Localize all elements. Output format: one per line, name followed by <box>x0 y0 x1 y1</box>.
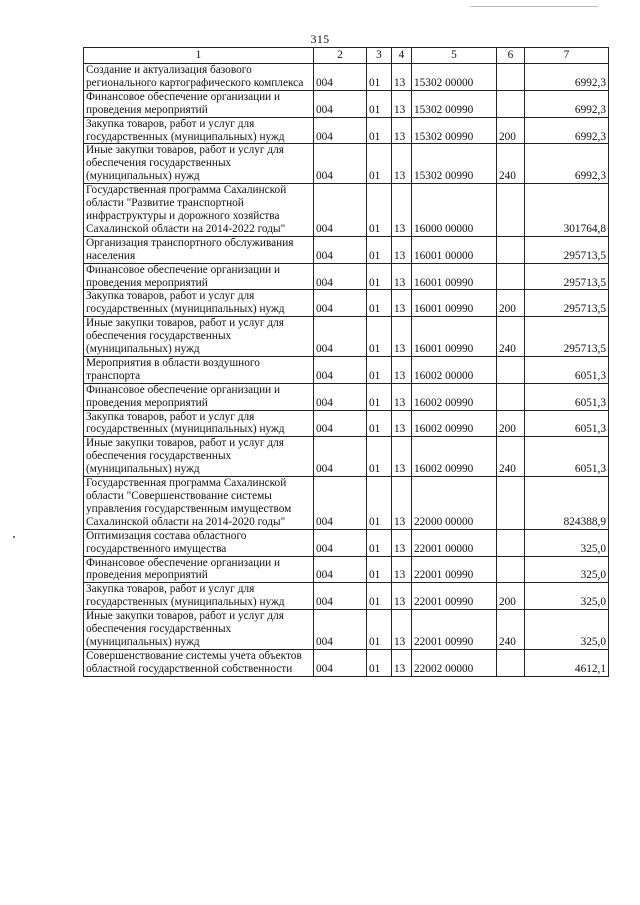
row-expense-type <box>497 356 525 383</box>
row-target-code: 16002 00990 <box>412 437 497 477</box>
row-amount: 4612,1 <box>525 649 609 676</box>
row-target-code: 22001 00990 <box>412 556 497 583</box>
table-row <box>84 477 609 530</box>
row-subsection-code: 13 <box>392 583 412 610</box>
row-section-code: 01 <box>367 437 392 477</box>
row-ministry-code: 004 <box>314 117 367 144</box>
row-section-code: 01 <box>367 583 392 610</box>
row-subsection-code: 13 <box>392 410 412 437</box>
row-subsection-code: 13 <box>392 90 412 117</box>
row-target-code: 16001 00990 <box>412 263 497 290</box>
row-name: Финансовое обеспечение организации и проведения мероприятий <box>84 383 314 410</box>
row-name: Совершенствование системы учета объектов областной государственной собственности <box>84 649 314 676</box>
row-ministry-code: 004 <box>314 290 367 317</box>
row-target-code: 16001 00990 <box>412 290 497 317</box>
row-name: Закупка товаров, работ и услуг для государственных (муниципальных) нужд <box>84 117 314 144</box>
row-subsection-code: 13 <box>392 317 412 357</box>
table-row <box>84 437 609 477</box>
row-expense-type: 240 <box>497 437 525 477</box>
row-ministry-code: 004 <box>314 383 367 410</box>
row-expense-type <box>497 263 525 290</box>
row-name: Иные закупки товаров, работ и услуг для обеспечения государственных (муниципальных) нужд <box>84 144 314 184</box>
row-name: Государственная программа Сахалинской области "Развитие транспортной инфраструктуры и дорожного хозяйства Сахалинской области на 2014-2022 годы" <box>84 184 314 237</box>
row-name: Закупка товаров, работ и услуг для государственных (муниципальных) нужд <box>84 290 314 317</box>
row-ministry-code: 004 <box>314 583 367 610</box>
row-expense-type <box>497 90 525 117</box>
row-amount: 6992,3 <box>525 144 609 184</box>
row-section-code: 01 <box>367 383 392 410</box>
row-ministry-code: 004 <box>314 610 367 650</box>
table-row <box>84 290 609 317</box>
row-expense-type <box>497 529 525 556</box>
row-amount: 325,0 <box>525 529 609 556</box>
table-row <box>84 236 609 263</box>
row-expense-type <box>497 236 525 263</box>
budget-table <box>83 47 609 677</box>
row-section-code: 01 <box>367 410 392 437</box>
row-section-code: 01 <box>367 356 392 383</box>
row-expense-type <box>497 184 525 237</box>
row-expense-type: 200 <box>497 290 525 317</box>
header-row <box>84 48 609 64</box>
row-target-code: 16001 00000 <box>412 236 497 263</box>
table-row <box>84 64 609 91</box>
row-expense-type: 240 <box>497 610 525 650</box>
row-ministry-code: 004 <box>314 410 367 437</box>
row-amount: 6992,3 <box>525 90 609 117</box>
row-ministry-code: 004 <box>314 90 367 117</box>
scan-speck <box>13 536 15 538</box>
row-expense-type <box>497 64 525 91</box>
row-target-code: 15302 00990 <box>412 144 497 184</box>
row-subsection-code: 13 <box>392 356 412 383</box>
row-subsection-code: 13 <box>392 556 412 583</box>
row-amount: 6051,3 <box>525 383 609 410</box>
table-row <box>84 356 609 383</box>
row-subsection-code: 13 <box>392 184 412 237</box>
row-name: Иные закупки товаров, работ и услуг для обеспечения государственных (муниципальных) нужд <box>84 610 314 650</box>
row-section-code: 01 <box>367 290 392 317</box>
row-section-code: 01 <box>367 236 392 263</box>
row-amount: 325,0 <box>525 610 609 650</box>
row-expense-type <box>497 477 525 530</box>
table-row <box>84 184 609 237</box>
row-target-code: 22001 00000 <box>412 529 497 556</box>
row-subsection-code: 13 <box>392 117 412 144</box>
row-section-code: 01 <box>367 610 392 650</box>
row-amount: 6051,3 <box>525 356 609 383</box>
row-amount: 295713,5 <box>525 263 609 290</box>
row-target-code: 16000 00000 <box>412 184 497 237</box>
row-subsection-code: 13 <box>392 236 412 263</box>
row-amount: 295713,5 <box>525 236 609 263</box>
table-row <box>84 144 609 184</box>
row-section-code: 01 <box>367 144 392 184</box>
row-amount: 6051,3 <box>525 437 609 477</box>
row-amount: 6992,3 <box>525 64 609 91</box>
row-ministry-code: 004 <box>314 64 367 91</box>
column-header-4: 4 <box>392 48 412 64</box>
row-amount: 295713,5 <box>525 290 609 317</box>
row-section-code: 01 <box>367 90 392 117</box>
row-subsection-code: 13 <box>392 290 412 317</box>
row-section-code: 01 <box>367 184 392 237</box>
row-ministry-code: 004 <box>314 437 367 477</box>
row-ministry-code: 004 <box>314 556 367 583</box>
row-name: Создание и актуализация базового регионального картографического комплекса <box>84 64 314 91</box>
row-subsection-code: 13 <box>392 610 412 650</box>
column-header-6: 6 <box>497 48 525 64</box>
row-amount: 6992,3 <box>525 117 609 144</box>
table-row <box>84 117 609 144</box>
row-name: Финансовое обеспечение организации и проведения мероприятий <box>84 90 314 117</box>
table-row <box>84 317 609 357</box>
row-target-code: 15302 00990 <box>412 90 497 117</box>
row-expense-type <box>497 383 525 410</box>
row-expense-type <box>497 556 525 583</box>
row-amount: 325,0 <box>525 583 609 610</box>
row-name: Финансовое обеспечение организации и проведения мероприятий <box>84 263 314 290</box>
scan-edge-line <box>470 6 598 7</box>
table-row <box>84 556 609 583</box>
row-name: Финансовое обеспечение организации и проведения мероприятий <box>84 556 314 583</box>
row-expense-type <box>497 649 525 676</box>
column-header-3: 3 <box>367 48 392 64</box>
column-header-2: 2 <box>314 48 367 64</box>
table-row <box>84 263 609 290</box>
row-section-code: 01 <box>367 64 392 91</box>
row-expense-type: 240 <box>497 317 525 357</box>
column-header-7: 7 <box>525 48 609 64</box>
row-name: Иные закупки товаров, работ и услуг для обеспечения государственных (муниципальных) нужд <box>84 437 314 477</box>
table-row <box>84 410 609 437</box>
row-subsection-code: 13 <box>392 263 412 290</box>
row-ministry-code: 004 <box>314 649 367 676</box>
row-ministry-code: 004 <box>314 263 367 290</box>
row-target-code: 16002 00990 <box>412 410 497 437</box>
row-ministry-code: 004 <box>314 529 367 556</box>
row-name: Закупка товаров, работ и услуг для государственных (муниципальных) нужд <box>84 583 314 610</box>
row-amount: 295713,5 <box>525 317 609 357</box>
row-name: Закупка товаров, работ и услуг для государственных (муниципальных) нужд <box>84 410 314 437</box>
page-number: 315 <box>310 32 330 46</box>
row-expense-type: 200 <box>497 410 525 437</box>
row-ministry-code: 004 <box>314 477 367 530</box>
row-subsection-code: 13 <box>392 529 412 556</box>
row-ministry-code: 004 <box>314 317 367 357</box>
row-target-code: 22000 00000 <box>412 477 497 530</box>
row-subsection-code: 13 <box>392 144 412 184</box>
row-amount: 325,0 <box>525 556 609 583</box>
row-section-code: 01 <box>367 317 392 357</box>
row-section-code: 01 <box>367 529 392 556</box>
row-name: Оптимизация состава областного государственного имущества <box>84 529 314 556</box>
row-target-code: 15302 00000 <box>412 64 497 91</box>
row-name: Мероприятия в области воздушного транспорта <box>84 356 314 383</box>
row-subsection-code: 13 <box>392 64 412 91</box>
row-name: Иные закупки товаров, работ и услуг для обеспечения государственных (муниципальных) нужд <box>84 317 314 357</box>
row-amount: 824388,9 <box>525 477 609 530</box>
table-row <box>84 529 609 556</box>
row-ministry-code: 004 <box>314 184 367 237</box>
row-section-code: 01 <box>367 649 392 676</box>
row-ministry-code: 004 <box>314 236 367 263</box>
row-expense-type: 200 <box>497 583 525 610</box>
column-header-5: 5 <box>412 48 497 64</box>
row-section-code: 01 <box>367 477 392 530</box>
row-section-code: 01 <box>367 263 392 290</box>
row-expense-type: 200 <box>497 117 525 144</box>
row-target-code: 16002 00990 <box>412 383 497 410</box>
row-section-code: 01 <box>367 556 392 583</box>
row-amount: 301764,8 <box>525 184 609 237</box>
row-subsection-code: 13 <box>392 383 412 410</box>
row-target-code: 22001 00990 <box>412 583 497 610</box>
row-expense-type: 240 <box>497 144 525 184</box>
row-amount: 6051,3 <box>525 410 609 437</box>
row-ministry-code: 004 <box>314 356 367 383</box>
row-section-code: 01 <box>367 117 392 144</box>
column-header-1: 1 <box>84 48 314 64</box>
table-row <box>84 383 609 410</box>
row-subsection-code: 13 <box>392 437 412 477</box>
table-row <box>84 649 609 676</box>
row-subsection-code: 13 <box>392 649 412 676</box>
row-name: Организация транспортного обслуживания населения <box>84 236 314 263</box>
table-row <box>84 583 609 610</box>
table-row <box>84 610 609 650</box>
row-target-code: 22002 00000 <box>412 649 497 676</box>
table-row <box>84 90 609 117</box>
row-subsection-code: 13 <box>392 477 412 530</box>
row-name: Государственная программа Сахалинской области "Совершенствование системы управления государственным имуществом Сахалинской области на 2014-2020 годы" <box>84 477 314 530</box>
row-target-code: 16001 00990 <box>412 317 497 357</box>
row-target-code: 16002 00000 <box>412 356 497 383</box>
row-target-code: 15302 00990 <box>412 117 497 144</box>
row-target-code: 22001 00990 <box>412 610 497 650</box>
row-ministry-code: 004 <box>314 144 367 184</box>
